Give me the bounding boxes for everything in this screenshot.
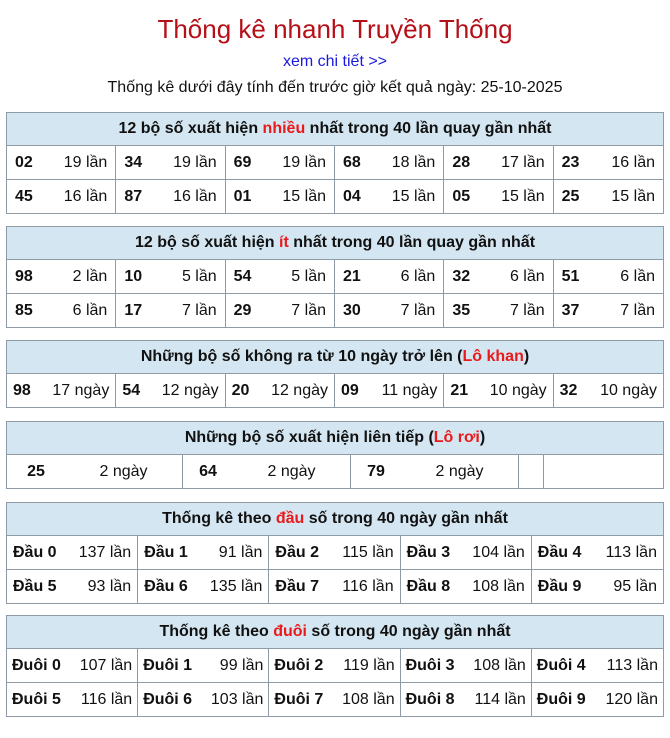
stat-cell bbox=[335, 260, 444, 293]
count: 6 lần bbox=[400, 267, 436, 285]
number: 35 bbox=[452, 301, 471, 319]
number: 28 bbox=[452, 153, 471, 171]
count: 108 lần bbox=[473, 656, 526, 674]
stat-cell bbox=[7, 180, 116, 213]
stat-cell bbox=[138, 570, 269, 603]
number: 64 bbox=[199, 462, 217, 480]
lo-roi-table bbox=[6, 421, 664, 489]
count: 114 lần bbox=[474, 690, 526, 708]
stat-cell bbox=[335, 180, 444, 213]
count: 6 lần bbox=[509, 267, 545, 285]
stat-cell bbox=[444, 294, 553, 327]
stat-cell bbox=[7, 649, 138, 682]
header-highlight: Lô khan bbox=[462, 348, 524, 365]
most-frequent-header bbox=[7, 113, 663, 146]
stat-cell bbox=[554, 374, 663, 407]
stat-cell bbox=[226, 260, 335, 293]
number-cell bbox=[7, 455, 65, 488]
stat-cell bbox=[335, 294, 444, 327]
least-frequent-table bbox=[6, 226, 664, 328]
stat-cell bbox=[444, 374, 553, 407]
count: 119 lần bbox=[343, 656, 395, 674]
count: 7 lần bbox=[291, 301, 326, 319]
dau-table bbox=[6, 502, 664, 604]
dau-header bbox=[7, 503, 663, 536]
label: Đầu 5 bbox=[13, 577, 57, 595]
header-text: ) bbox=[479, 429, 486, 446]
page-title: Thống kê nhanh Truyền Thống bbox=[157, 14, 513, 44]
number: 32 bbox=[559, 381, 578, 399]
header-highlight: đuôi bbox=[273, 623, 307, 640]
label: Đầu 7 bbox=[275, 577, 319, 595]
table-row bbox=[7, 536, 663, 570]
label: Đuôi 8 bbox=[405, 690, 455, 708]
number: 98 bbox=[13, 381, 31, 399]
number: 79 bbox=[367, 462, 385, 480]
header-text: Những bộ số xuất hiện liên tiếp ( bbox=[184, 429, 434, 446]
most-frequent-table bbox=[6, 112, 664, 214]
count: 19 lần bbox=[282, 153, 326, 171]
number-cell bbox=[183, 455, 233, 488]
count: 116 lần bbox=[342, 577, 394, 595]
stat-cell bbox=[532, 570, 663, 603]
number: 21 bbox=[343, 267, 361, 285]
count: 7 lần bbox=[400, 301, 436, 319]
label: Đầu 1 bbox=[144, 543, 188, 561]
count-cell bbox=[233, 455, 351, 488]
count: 19 lần bbox=[63, 153, 108, 171]
empty-cell bbox=[544, 455, 569, 488]
count-cell bbox=[65, 455, 183, 488]
number: 51 bbox=[561, 267, 580, 285]
count: 93 lần bbox=[87, 577, 132, 595]
label: Đuôi 0 bbox=[12, 656, 61, 674]
label: Đuôi 2 bbox=[274, 656, 324, 674]
count: 10 ngày bbox=[489, 381, 547, 399]
count: 16 lần bbox=[63, 187, 108, 205]
label: Đuôi 7 bbox=[274, 690, 324, 708]
detail-link[interactable]: xem chi tiết >> bbox=[282, 53, 388, 70]
count: 7 lần bbox=[181, 301, 217, 319]
count: 115 lần bbox=[342, 543, 394, 561]
count: 108 lần bbox=[342, 690, 395, 708]
table-row bbox=[7, 180, 663, 213]
number-cell bbox=[351, 455, 401, 488]
count: 5 lần bbox=[291, 267, 326, 285]
header-text: Thống kê theo bbox=[162, 510, 276, 527]
stat-cell bbox=[226, 146, 335, 179]
lo-khan-table bbox=[6, 340, 664, 408]
count: 12 ngày bbox=[161, 381, 219, 399]
stat-cell bbox=[554, 180, 663, 213]
count: 2 ngày bbox=[267, 462, 316, 480]
table-row bbox=[7, 374, 663, 407]
count: 6 lần bbox=[620, 267, 655, 285]
stat-cell bbox=[226, 180, 335, 213]
stat-cell bbox=[138, 649, 269, 682]
count: 10 ngày bbox=[600, 381, 657, 399]
table-row bbox=[7, 570, 663, 603]
number: 05 bbox=[452, 187, 471, 205]
count: 7 lần bbox=[620, 301, 655, 319]
number: 85 bbox=[15, 301, 33, 319]
stat-cell bbox=[401, 649, 532, 682]
stat-cell bbox=[532, 649, 663, 682]
count-cell bbox=[401, 455, 519, 488]
number: 01 bbox=[233, 187, 252, 205]
header-text: Những bộ số không ra từ 10 ngày trở lên ( bbox=[140, 348, 463, 365]
count: 2 ngày bbox=[435, 462, 484, 480]
stat-cell bbox=[335, 146, 444, 179]
number: 02 bbox=[15, 153, 33, 171]
count: 17 lần bbox=[501, 153, 545, 171]
table-row bbox=[7, 455, 663, 488]
stat-cell bbox=[138, 683, 269, 716]
count: 116 lần bbox=[80, 690, 133, 708]
count: 5 lần bbox=[181, 267, 217, 285]
header-text: ) bbox=[523, 348, 530, 365]
header-text: nhất trong 40 lần quay gần nhất bbox=[288, 234, 536, 251]
header-text: nhất trong 40 lần quay gần nhất bbox=[305, 120, 552, 137]
table-row bbox=[7, 146, 663, 180]
count: 137 lần bbox=[78, 543, 132, 561]
number: 25 bbox=[561, 187, 580, 205]
stat-cell bbox=[532, 536, 663, 569]
number: 10 bbox=[124, 267, 143, 285]
stat-cell bbox=[116, 294, 225, 327]
label: Đầu 3 bbox=[406, 543, 451, 561]
number: 34 bbox=[124, 153, 143, 171]
stat-cell bbox=[116, 374, 225, 407]
stat-cell bbox=[116, 180, 225, 213]
stat-cell bbox=[444, 260, 553, 293]
number: 87 bbox=[124, 187, 143, 205]
label: Đầu 4 bbox=[537, 543, 582, 561]
count: 120 lần bbox=[605, 690, 658, 708]
stat-cell bbox=[444, 180, 553, 213]
count: 15 lần bbox=[611, 187, 655, 205]
stat-cell bbox=[7, 570, 138, 603]
number: 54 bbox=[122, 381, 141, 399]
count: 95 lần bbox=[613, 577, 657, 595]
number: 69 bbox=[233, 153, 252, 171]
count: 19 lần bbox=[173, 153, 217, 171]
count: 108 lần bbox=[472, 577, 525, 595]
header-text: số trong 40 ngày gần nhất bbox=[304, 510, 508, 527]
label: Đầu 2 bbox=[275, 543, 319, 561]
number: 29 bbox=[233, 301, 252, 319]
number: 23 bbox=[561, 153, 580, 171]
count: 7 lần bbox=[509, 301, 545, 319]
count: 2 ngày bbox=[99, 462, 148, 480]
count: 12 ngày bbox=[271, 381, 328, 399]
label: Đuôi 9 bbox=[536, 690, 586, 708]
stat-cell bbox=[554, 294, 663, 327]
header-highlight: nhiều bbox=[262, 120, 306, 137]
count: 15 lần bbox=[391, 187, 436, 205]
number: 17 bbox=[124, 301, 143, 319]
stat-cell bbox=[444, 146, 553, 179]
count: 18 lần bbox=[391, 153, 436, 171]
stat-cell bbox=[7, 146, 116, 179]
stat-cell bbox=[269, 536, 400, 569]
header-highlight: ít bbox=[279, 234, 289, 251]
stat-cell bbox=[7, 294, 116, 327]
label: Đầu 0 bbox=[13, 543, 57, 561]
number: 68 bbox=[343, 153, 361, 171]
table-row bbox=[7, 294, 663, 327]
number: 30 bbox=[343, 301, 361, 319]
stat-cell bbox=[269, 683, 400, 716]
number: 20 bbox=[231, 381, 250, 399]
number: 37 bbox=[561, 301, 580, 319]
header-text: 12 bộ số xuất hiện bbox=[118, 120, 263, 137]
count: 107 lần bbox=[79, 656, 133, 674]
table-row bbox=[7, 649, 663, 683]
count: 16 lần bbox=[611, 153, 655, 171]
label: Đầu 8 bbox=[406, 577, 451, 595]
duoi-header bbox=[7, 616, 663, 649]
page-subtitle: Thống kê dưới đây tính đến trước giờ kết quả ngày: 25-10-2025 bbox=[107, 79, 563, 96]
count: 113 lần bbox=[605, 543, 657, 561]
count: 135 lần bbox=[209, 577, 263, 595]
number: 25 bbox=[27, 462, 45, 480]
count: 16 lần bbox=[173, 187, 217, 205]
header-highlight: đầu bbox=[275, 510, 305, 527]
count: 2 lần bbox=[72, 267, 108, 285]
count: 6 lần bbox=[72, 301, 108, 319]
number: 98 bbox=[15, 267, 33, 285]
count: 104 lần bbox=[472, 543, 525, 561]
stat-cell bbox=[116, 260, 225, 293]
count: 113 lần bbox=[606, 656, 658, 674]
header-highlight: Lô rơi bbox=[433, 429, 480, 446]
stat-cell bbox=[7, 683, 138, 716]
stat-cell bbox=[532, 683, 663, 716]
count: 15 lần bbox=[282, 187, 326, 205]
label: Đầu 9 bbox=[537, 577, 582, 595]
number: 21 bbox=[450, 381, 469, 399]
stat-cell bbox=[138, 536, 269, 569]
lo-roi-header bbox=[7, 422, 663, 455]
count: 99 lần bbox=[219, 656, 264, 674]
number: 45 bbox=[15, 187, 33, 205]
lo-khan-header bbox=[7, 341, 663, 374]
stat-cell bbox=[269, 649, 400, 682]
duoi-table bbox=[6, 615, 664, 717]
label: Đầu 6 bbox=[144, 577, 188, 595]
header-text: số trong 40 ngày gần nhất bbox=[306, 623, 511, 640]
header-text: 12 bộ số xuất hiện bbox=[134, 234, 279, 251]
stat-cell bbox=[401, 683, 532, 716]
stat-cell bbox=[116, 146, 225, 179]
stat-cell bbox=[7, 374, 116, 407]
count: 91 lần bbox=[218, 543, 263, 561]
number: 09 bbox=[341, 381, 359, 399]
stat-cell bbox=[401, 536, 532, 569]
stat-cell bbox=[335, 374, 444, 407]
count: 103 lần bbox=[210, 690, 264, 708]
stat-cell bbox=[7, 260, 116, 293]
table-row bbox=[7, 260, 663, 294]
empty-cell bbox=[519, 455, 544, 488]
header-text: Thống kê theo bbox=[159, 623, 274, 640]
stat-cell bbox=[554, 260, 663, 293]
stat-cell bbox=[226, 294, 335, 327]
count: 15 lần bbox=[501, 187, 545, 205]
stat-cell bbox=[269, 570, 400, 603]
stat-cell bbox=[226, 374, 335, 407]
label: Đuôi 4 bbox=[536, 656, 586, 674]
table-row bbox=[7, 683, 663, 716]
label: Đuôi 6 bbox=[143, 690, 193, 708]
least-frequent-header bbox=[7, 227, 663, 260]
number: 54 bbox=[233, 267, 252, 285]
count: 11 ngày bbox=[381, 381, 438, 399]
count: 17 ngày bbox=[52, 381, 110, 399]
label: Đuôi 5 bbox=[12, 690, 61, 708]
stat-cell bbox=[554, 146, 663, 179]
number: 04 bbox=[343, 187, 361, 205]
number: 32 bbox=[452, 267, 471, 285]
label: Đuôi 3 bbox=[405, 656, 455, 674]
stat-cell bbox=[7, 536, 138, 569]
stat-cell bbox=[401, 570, 532, 603]
label: Đuôi 1 bbox=[143, 656, 193, 674]
